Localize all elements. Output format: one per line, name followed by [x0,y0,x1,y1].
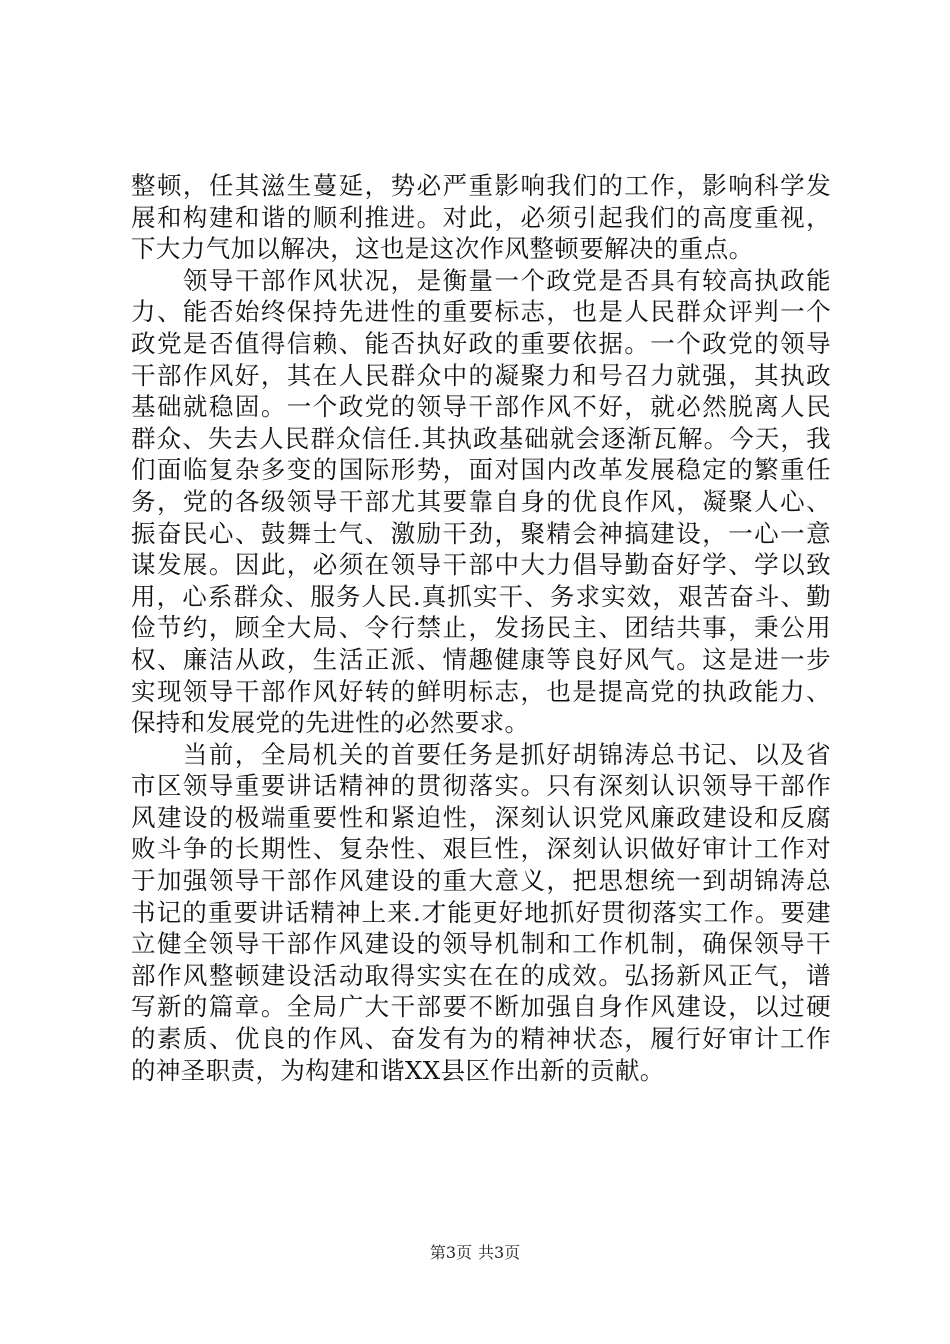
text-line: 俭节约，顾全大局、令行禁止，发扬民主、团结共事，秉公用 [131,613,831,643]
page-number: 第3页 [429,1243,472,1262]
paragraph-3 [131,739,831,1087]
text-line: 领导干部作风状况，是衡量一个政党是否具有较高执政能 [131,265,831,295]
text-line: 部作风整顿建设活动取得实实在在的成效。弘扬新风正气，谱 [131,960,831,990]
document-body [131,170,831,1086]
text-line: 基础就稳固。一个政党的领导干部作风不好，就必然脱离人民 [131,392,831,422]
text-line: 的素质、优良的作风、奋发有为的精神状态，履行好审计工作 [131,1024,831,1054]
text-line: 写新的篇章。全局广大干部要不断加强自身作风建设，以过硬 [131,992,831,1022]
text-line: 于加强领导干部作风建设的重大意义，把思想统一到胡锦涛总 [131,866,831,896]
text-line: 权、廉洁从政，生活正派、情趣健康等良好风气。这是进一步 [131,644,831,674]
text-line: 保持和发展党的先进性的必然要求。 [131,708,530,738]
page-footer [0,1243,950,1263]
text-line: 展和构建和谐的顺利推进。对此，必须引起我们的高度重视， [131,202,831,232]
text-line: 风建设的极端重要性和紧迫性，深刻认识党风廉政建设和反腐 [131,802,831,832]
text-line: 谋发展。因此，必须在领导干部中大力倡导勤奋好学、学以致 [131,550,831,580]
text-line: 书记的重要讲话精神上来.才能更好地抓好贯彻落实工作。要建 [131,897,831,927]
text-line: 败斗争的长期性、复杂性、艰巨性，深刻认识做好审计工作对 [131,834,831,864]
text-line: 当前，全局机关的首要任务是抓好胡锦涛总书记、以及省 [131,739,831,769]
text-line: 力、能否始终保持先进性的重要标志，也是人民群众评判一个 [131,297,831,327]
text-line: 下大力气加以解决，这也是这次作风整顿要解决的重点。 [131,234,754,264]
text-line: 们面临复杂多变的国际形势，面对国内改革发展稳定的繁重任 [131,455,831,485]
page-total: 共3页 [478,1243,521,1262]
text-line: 的神圣职责，为构建和谐XX县区作出新的贡献。 [131,1055,665,1085]
text-line: 立健全领导干部作风建设的领导机制和工作机制，确保领导干 [131,929,831,959]
paragraph-2 [131,265,831,739]
paragraph-1 [131,170,831,265]
text-line: 群众、失去人民群众信任.其执政基础就会逐渐瓦解。今天，我 [131,423,831,453]
text-line: 用，心系群众、服务人民.真抓实干、务求实效，艰苦奋斗、勤 [131,581,831,611]
text-line: 市区领导重要讲话精神的贯彻落实。只有深刻认识领导干部作 [131,771,831,801]
text-line: 整顿，任其滋生蔓延，势必严重影响我们的工作，影响科学发 [131,171,831,200]
text-line: 干部作风好，其在人民群众中的凝聚力和号召力就强，其执政 [131,360,831,390]
text-line: 实现领导干部作风好转的鲜明标志，也是提高党的执政能力、 [131,676,831,706]
text-line: 务，党的各级领导干部尤其要靠自身的优良作风，凝聚人心、 [131,486,831,516]
text-line: 振奋民心、鼓舞士气、激励干劲，聚精会神搞建设，一心一意 [131,518,831,548]
text-line: 政党是否值得信赖、能否执好政的重要依据。一个政党的领导 [131,328,831,358]
